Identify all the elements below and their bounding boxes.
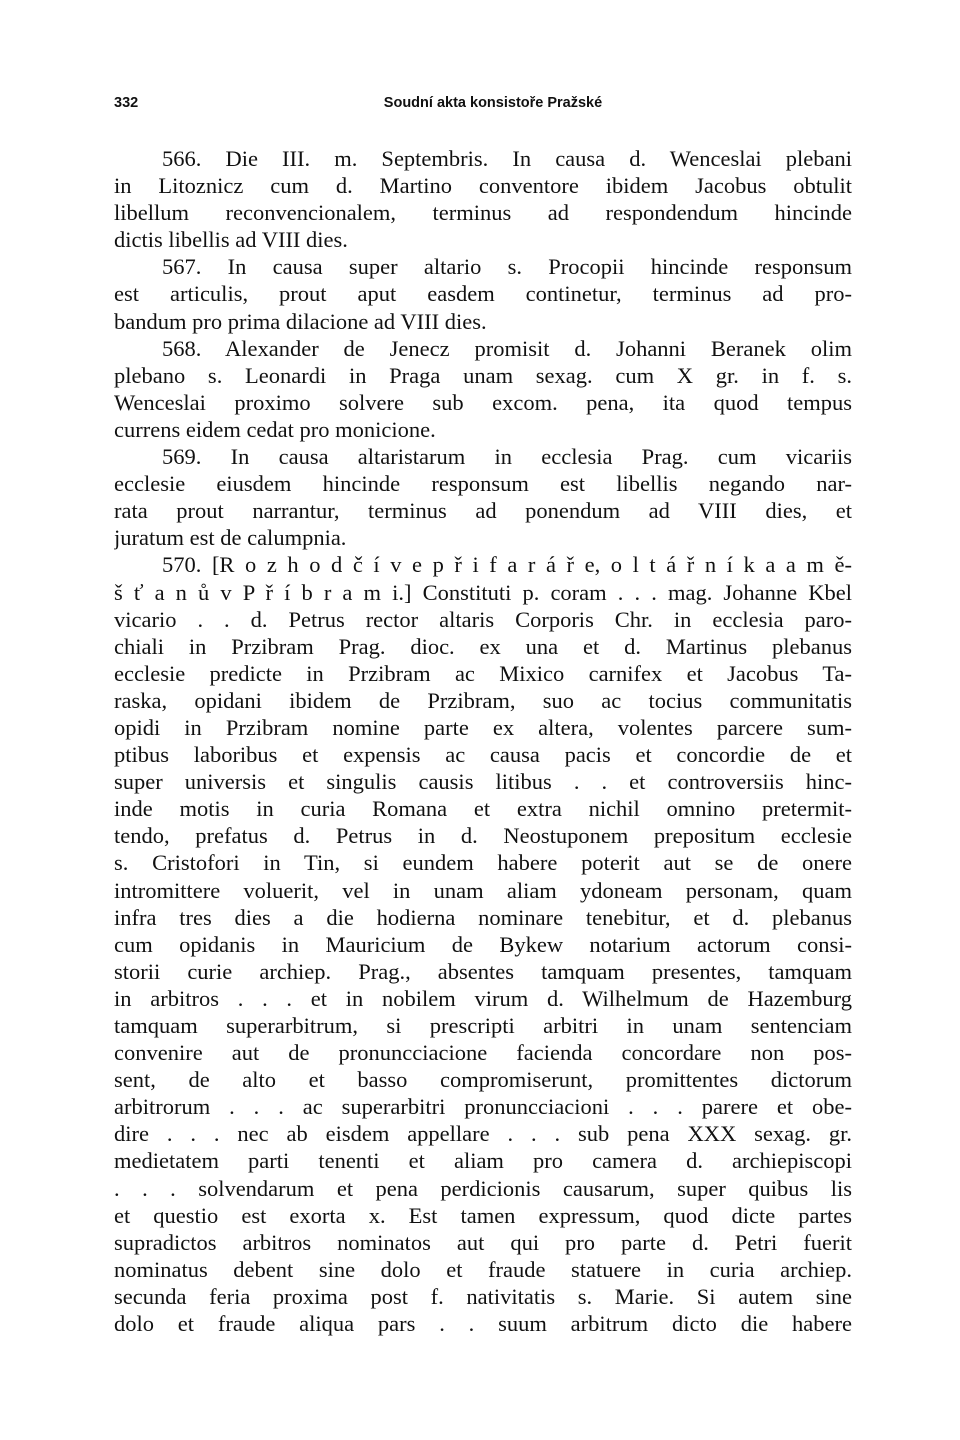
text-line: super universis et singulis causis litibus . . et controversiis hinc- — [114, 769, 852, 795]
text-line: et questio est exorta x. Est tamen expressum, quod dicte partes — [114, 1202, 852, 1228]
text-line: 569. In causa altaristarum in ecclesia Prag. cum vicariis — [162, 444, 852, 470]
text-line: nominatus debent sine dolo et fraude statuere in curia archiep. — [114, 1256, 852, 1282]
text-line: 570. [R o z h o d č í v e p ř i f a r á ř e, o l t á ř n í k a a m ě- — [162, 552, 852, 578]
text-line: infra tres dies a die hodierna nominare tenebitur, et d. plebanus — [114, 904, 852, 930]
text-line: medietatem parti tenenti et aliam pro camera d. archiepiscopi — [114, 1148, 852, 1174]
text-line: storii curie archiep. Prag., absentes tamquam presentes, tamquam — [114, 958, 852, 984]
text-line: 566. Die III. m. Septembris. In causa d. Wenceslai plebani — [162, 146, 852, 171]
text-line: dictis libellis ad VIII dies. — [114, 227, 348, 253]
text-line: Wenceslai proximo solvere sub excom. pena, ita quod tempus — [114, 389, 852, 415]
page-number: 332 — [114, 95, 139, 111]
body-text — [114, 145, 852, 1337]
text-line: ptibus laboribus et expensis ac causa pacis et concordie de et — [114, 742, 852, 768]
text-line: convenire aut de pronuncciacione facienda concordare non pos- — [114, 1040, 852, 1066]
text-line: tendo, prefatus d. Petrus in d. Neostuponem prepositum ecclesie — [114, 823, 852, 849]
text-line: rata prout narrantur, terminus ad ponendum ad VIII dies, et — [114, 498, 852, 524]
text-line: opidi in Przibram nomine parte ex altera, volentes parcere sum- — [114, 714, 852, 740]
text-line: est articulis, prout aput easdem continetur, terminus ad pro- — [114, 281, 852, 307]
text-line: in Litoznicz cum d. Martino conventore ibidem Jacobus obtulit — [114, 173, 852, 199]
text-line: raska, opidani ibidem de Przibram, suo ac tocius communitatis — [114, 687, 852, 713]
running-head — [114, 92, 854, 114]
text-line: juratum est de calumpnia. — [114, 525, 347, 551]
text-line: inde motis in curia Romana et extra nichil omnino pretermit- — [114, 796, 852, 822]
text-line: 567. In causa super altario s. Procopii hincinde responsum — [162, 254, 852, 280]
text-line: ecclesie predicte in Przibram ac Mixico carnifex et Jacobus Ta- — [114, 660, 852, 686]
text-line: vicario . . d. Petrus rector altaris Corporis Chr. in ecclesia paro- — [114, 606, 852, 632]
text-line: currens eidem cedat pro monicione. — [114, 416, 436, 442]
text-line: supradictos arbitros nominatos aut qui pro parte d. Petri fuerit — [114, 1229, 852, 1255]
text-line: cum opidanis in Mauricium de Bykew notarium actorum consi- — [114, 931, 852, 957]
text-line: sent, de alto et basso compromiserunt, promittentes dictorum — [114, 1067, 852, 1093]
text-line: s. Cristofori in Tin, si eundem habere poterit aut se de onere — [114, 850, 852, 876]
text-line: chiali in Przibram Prag. dioc. ex una et d. Martinus plebanus — [114, 633, 852, 659]
text-line: 568. Alexander de Jenecz promisit d. Johanni Beranek olim — [162, 335, 852, 361]
text-line: š ť a n ů v P ř í b r a m i.] Constituti p. coram . . . mag. Johanne Kbel — [114, 579, 852, 605]
text-line: libellum reconvencionalem, terminus ad respondendum hincinde — [114, 200, 852, 226]
text-line: ecclesie eiusdem hincinde responsum est libellis negando nar- — [114, 471, 852, 497]
text-line: intromittere voluerit, vel in unam aliam ydoneam personam, quam — [114, 877, 852, 903]
text-line: tamquam superarbitrum, si prescripti arbitri in unam sentenciam — [114, 1013, 852, 1038]
text-line: bandum pro prima dilacione ad VIII dies. — [114, 308, 487, 334]
text-line: plebano s. Leonardi in Praga unam sexag. cum X gr. in f. s. — [114, 362, 852, 388]
text-line: dire . . . nec ab eisdem appellare . . . sub pena XXX sexag. gr. — [114, 1121, 852, 1147]
text-line: secunda feria proxima post f. nativitatis s. Marie. Si autem sine — [114, 1283, 852, 1309]
text-line: in arbitros . . . et in nobilem virum d. Wilhelmum de Hazemburg — [114, 985, 852, 1011]
text-line: dolo et fraude aliqua pars . . suum arbitrum dicto die habere — [114, 1311, 852, 1337]
running-title: Soudní akta konsistoře Pražské — [383, 95, 603, 111]
text-line: . . . solvendarum et pena perdicionis causarum, super quibus lis — [114, 1175, 852, 1201]
text-line: arbitrorum . . . ac superarbitri pronuncciacioni . . . parere et obe- — [114, 1094, 852, 1120]
